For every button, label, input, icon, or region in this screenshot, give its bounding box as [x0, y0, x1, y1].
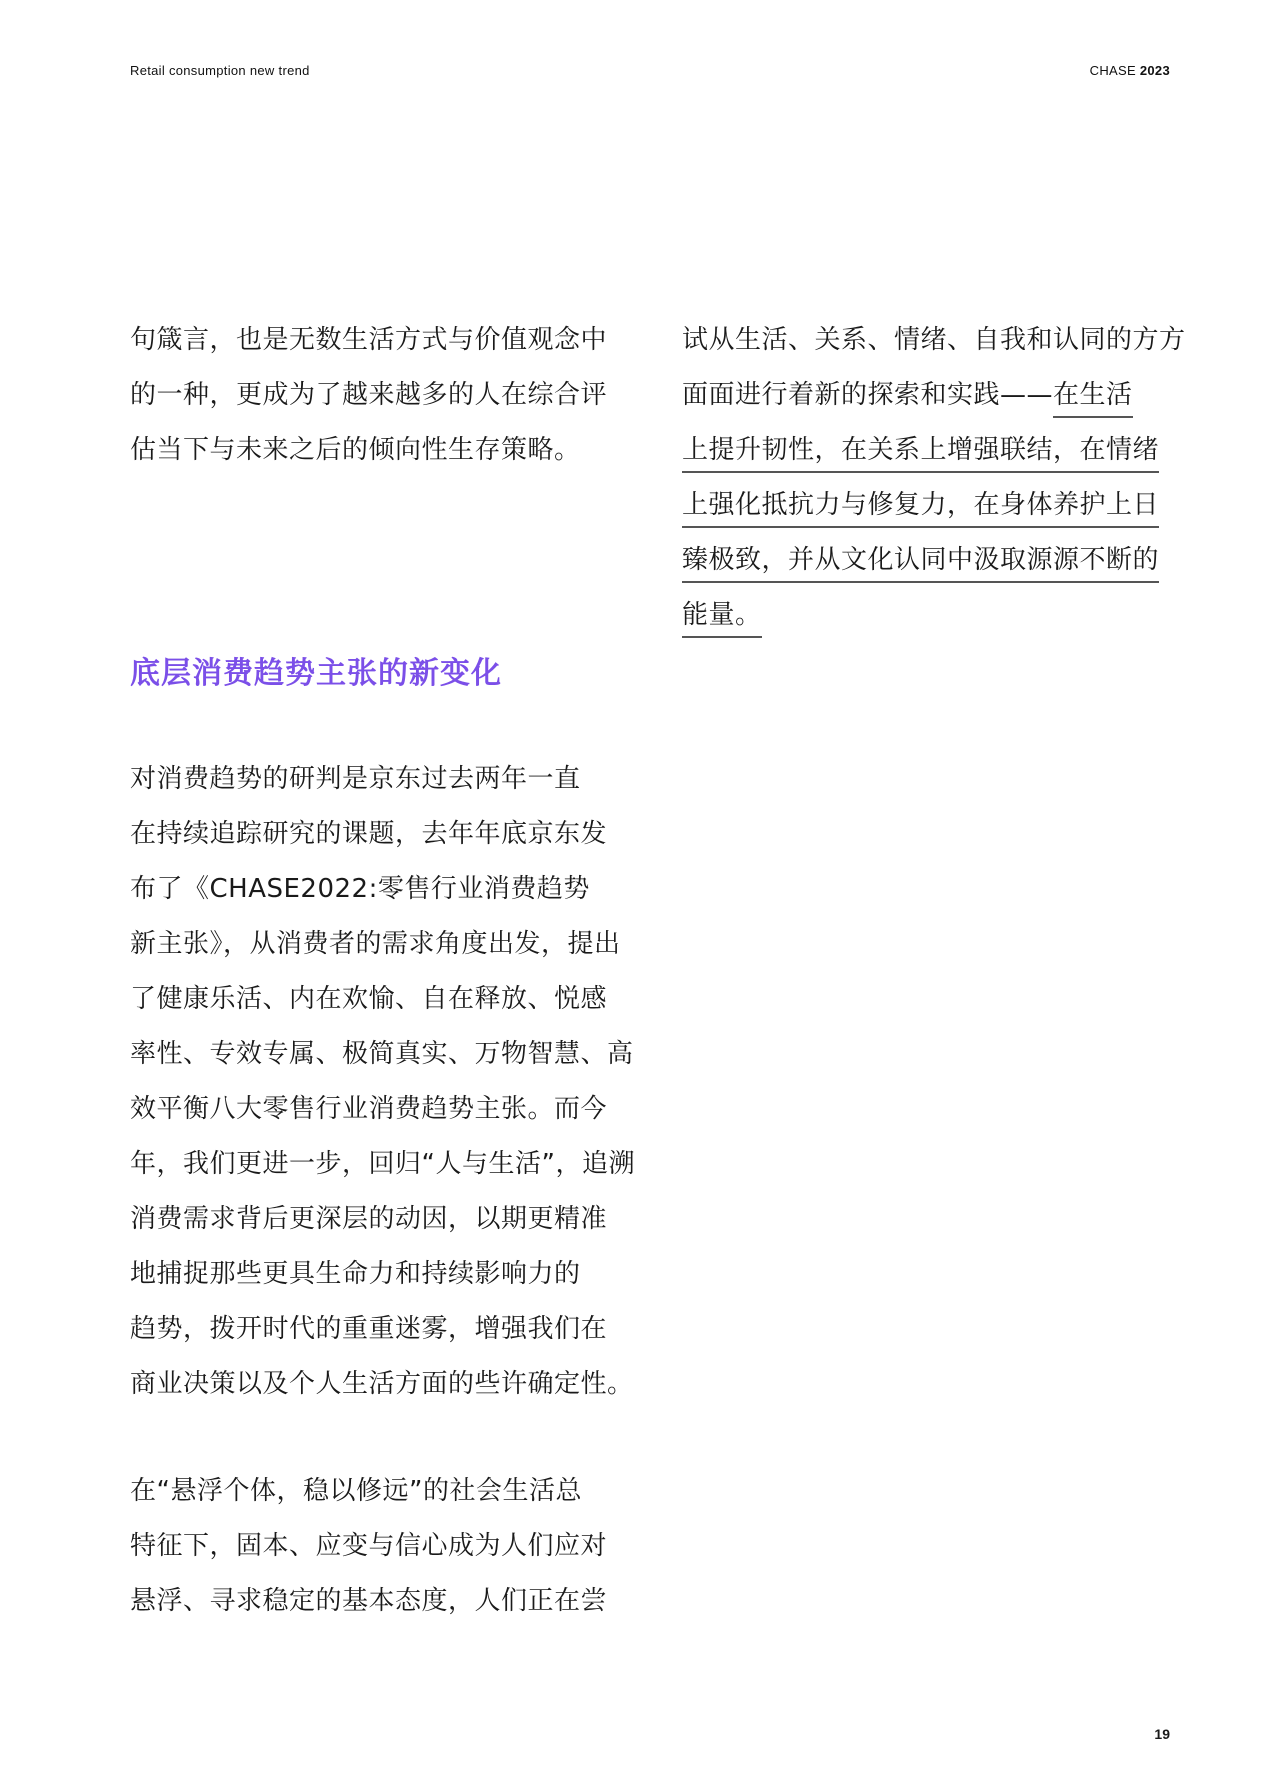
text-line: 消费需求背后更深层的动因，以期更精准 — [130, 1204, 608, 1234]
text-line: 地捕捉那些更具生命力和持续影响力的 — [130, 1259, 581, 1289]
text-line: 了健康乐活、内在欢愉、自在释放、悦感 — [130, 984, 608, 1014]
text-line: 在“悬浮个体，稳以修远”的社会生活总 — [130, 1476, 582, 1506]
text-line: 的一种，更成为了越来越多的人在综合评 — [130, 380, 608, 410]
text-line — [682, 533, 1172, 588]
text-line: 悬浮、寻求稳定的基本态度，人们正在尝 — [130, 1586, 608, 1616]
text-line: 试从生活、关系、情绪、自我和认同的方方 — [682, 325, 1186, 355]
left-paragraph-2 — [130, 752, 635, 1412]
text-line — [682, 423, 1172, 478]
brand-name: CHASE — [1089, 63, 1136, 78]
running-header-title: Retail consumption new trend — [130, 63, 310, 78]
text-line: 趋势，拨开时代的重重迷雾，增强我们在 — [130, 1314, 608, 1344]
highlight-segment: 上强化抵抗力与修复力，在身体养护上日 — [682, 490, 1159, 528]
highlight-segment: 在生活 — [1053, 380, 1133, 418]
text-line: 估当下与未来之后的倾向性生存策略。 — [130, 435, 581, 465]
text-line: 布了《CHASE2022:零售行业消费趋势 — [130, 874, 590, 904]
left-paragraph-3 — [130, 1464, 620, 1629]
highlight-segment: 臻极致，并从文化认同中汲取源源不断的 — [682, 545, 1159, 583]
text-line: 在持续追踪研究的课题，去年年底京东发 — [130, 819, 608, 849]
highlight-segment: 能量。 — [682, 600, 762, 638]
running-header-brand — [1090, 63, 1170, 78]
text-line: 效平衡八大零售行业消费趋势主张。而今 — [130, 1094, 608, 1124]
page-number: 19 — [1154, 1726, 1170, 1742]
highlight-segment: 上提升韧性，在关系上增强联结，在情绪 — [682, 435, 1159, 473]
text-line: 特征下，固本、应变与信心成为人们应对 — [130, 1531, 608, 1561]
text-line: 年，我们更进一步，回归“人与生活”，追溯 — [130, 1149, 635, 1179]
text-line: 商业决策以及个人生活方面的些许确定性。 — [130, 1369, 634, 1399]
text-line: 率性、专效专属、极简真实、万物智慧、高 — [130, 1039, 634, 1069]
left-paragraph-1 — [130, 313, 620, 478]
text-line — [682, 588, 1172, 643]
text-line — [682, 478, 1172, 533]
right-paragraph — [682, 313, 1186, 643]
text-line — [682, 368, 1172, 423]
text-line: 对消费趋势的研判是京东过去两年一直 — [130, 764, 581, 794]
section-heading: 底层消费趋势主张的新变化 — [130, 656, 502, 691]
text-segment: 面面进行着新的探索和实践—— — [682, 380, 1054, 410]
text-line: 句箴言，也是无数生活方式与价值观念中 — [130, 325, 608, 355]
text-line: 新主张》，从消费者的需求角度出发，提出 — [130, 929, 621, 959]
brand-year: 2023 — [1139, 63, 1170, 78]
